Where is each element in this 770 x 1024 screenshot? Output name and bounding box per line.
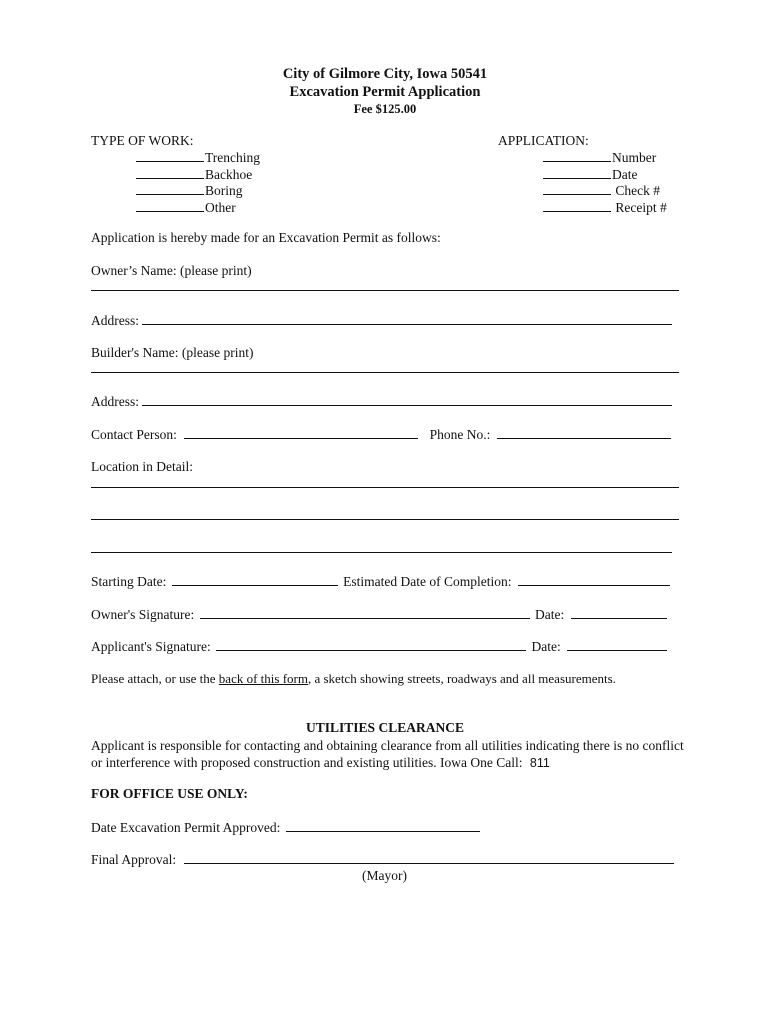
blank-line[interactable]: [136, 182, 204, 195]
blank-line[interactable]: [543, 149, 611, 162]
contact-person-line[interactable]: [184, 426, 418, 439]
owners-name-label: Owner’s Name: (please print): [91, 263, 252, 278]
work-item-backhoe: Backhoe: [136, 166, 252, 183]
location-label: Location in Detail:: [91, 459, 193, 474]
builders-name-label: Builder's Name: (please print): [91, 345, 254, 360]
final-approval-line[interactable]: [184, 851, 674, 864]
intro-text: Application is hereby made for an Excavation Permit as follows:: [91, 230, 441, 245]
date-approved-line[interactable]: [286, 819, 480, 832]
starting-date-line[interactable]: [172, 573, 338, 586]
completion-date-label: Estimated Date of Completion:: [343, 574, 512, 589]
iowa-one-call-number: 811: [529, 756, 550, 770]
attach-note-before: Please attach, or use the: [91, 671, 219, 686]
applicants-signature-line[interactable]: [216, 638, 526, 651]
application-heading: APPLICATION:: [498, 133, 589, 148]
final-approval-field: [91, 851, 674, 868]
title-permit: Excavation Permit Application: [289, 84, 481, 100]
utilities-text: [91, 737, 691, 772]
application-date: Date: [543, 166, 637, 183]
attach-note: [91, 671, 616, 687]
builder-address-line[interactable]: [142, 393, 672, 406]
builders-name-line[interactable]: [91, 372, 679, 373]
title-city: City of Gilmore City, Iowa 50541: [282, 66, 488, 82]
application-check: Check #: [543, 182, 660, 199]
owner-signature-field: [91, 606, 667, 623]
attach-note-after: , a sketch showing streets, roadways and all measurements.: [307, 671, 616, 686]
applicant-signature-field: [91, 638, 667, 655]
applicants-sig-date-line[interactable]: [567, 638, 667, 651]
application-receipt: Receipt #: [543, 199, 667, 216]
builder-address-field: [91, 393, 672, 410]
final-approval-label: Final Approval:: [91, 852, 177, 867]
mayor-label: (Mayor): [362, 868, 407, 883]
utilities-heading: UTILITIES CLEARANCE: [306, 720, 464, 735]
owners-signature-label: Owner's Signature:: [91, 607, 195, 622]
owner-address-field: [91, 312, 672, 329]
office-use-heading: FOR OFFICE USE ONLY:: [91, 786, 248, 801]
work-item-boring: Boring: [136, 182, 243, 199]
starting-date-label: Starting Date:: [91, 574, 167, 589]
contact-person-field: [91, 426, 671, 443]
location-line-2[interactable]: [91, 519, 679, 520]
type-of-work-heading: TYPE OF WORK:: [91, 133, 194, 148]
owner-address-line[interactable]: [142, 312, 672, 325]
blank-line[interactable]: [136, 166, 204, 179]
dates-field: [91, 573, 670, 590]
work-item-trenching: Trenching: [136, 149, 260, 166]
owners-signature-line[interactable]: [200, 606, 530, 619]
date-approved-label: Date Excavation Permit Approved:: [91, 820, 281, 835]
blank-line[interactable]: [543, 166, 611, 179]
location-line-1[interactable]: [91, 487, 679, 488]
contact-person-label: Contact Person:: [91, 427, 177, 442]
blank-line[interactable]: [543, 182, 611, 195]
phone-line[interactable]: [497, 426, 671, 439]
applicants-signature-label: Applicant's Signature:: [91, 639, 211, 654]
owners-name-line[interactable]: [91, 290, 679, 291]
date-approved-field: [91, 819, 480, 836]
work-item-other: Other: [136, 199, 236, 216]
blank-line[interactable]: [136, 199, 204, 212]
completion-date-line[interactable]: [518, 573, 670, 586]
blank-line[interactable]: [543, 199, 611, 212]
owners-sig-date-line[interactable]: [571, 606, 667, 619]
applicants-sig-date-label: Date:: [531, 639, 561, 654]
owners-sig-date-label: Date:: [535, 607, 565, 622]
builder-address-label: Address:: [91, 394, 139, 409]
phone-label: Phone No.:: [429, 427, 491, 442]
application-number: Number: [543, 149, 656, 166]
owner-address-label: Address:: [91, 313, 139, 328]
fee-label: Fee $125.00: [353, 102, 417, 116]
back-of-form-link[interactable]: back of this form: [218, 671, 308, 686]
utilities-body: Applicant is responsible for contacting and obtaining clearance from all utilities indicating there is no conflict or interference with proposed construction and existing utilities. Iowa One Call:: [91, 738, 684, 770]
blank-line[interactable]: [136, 149, 204, 162]
location-line-3[interactable]: [91, 552, 672, 553]
